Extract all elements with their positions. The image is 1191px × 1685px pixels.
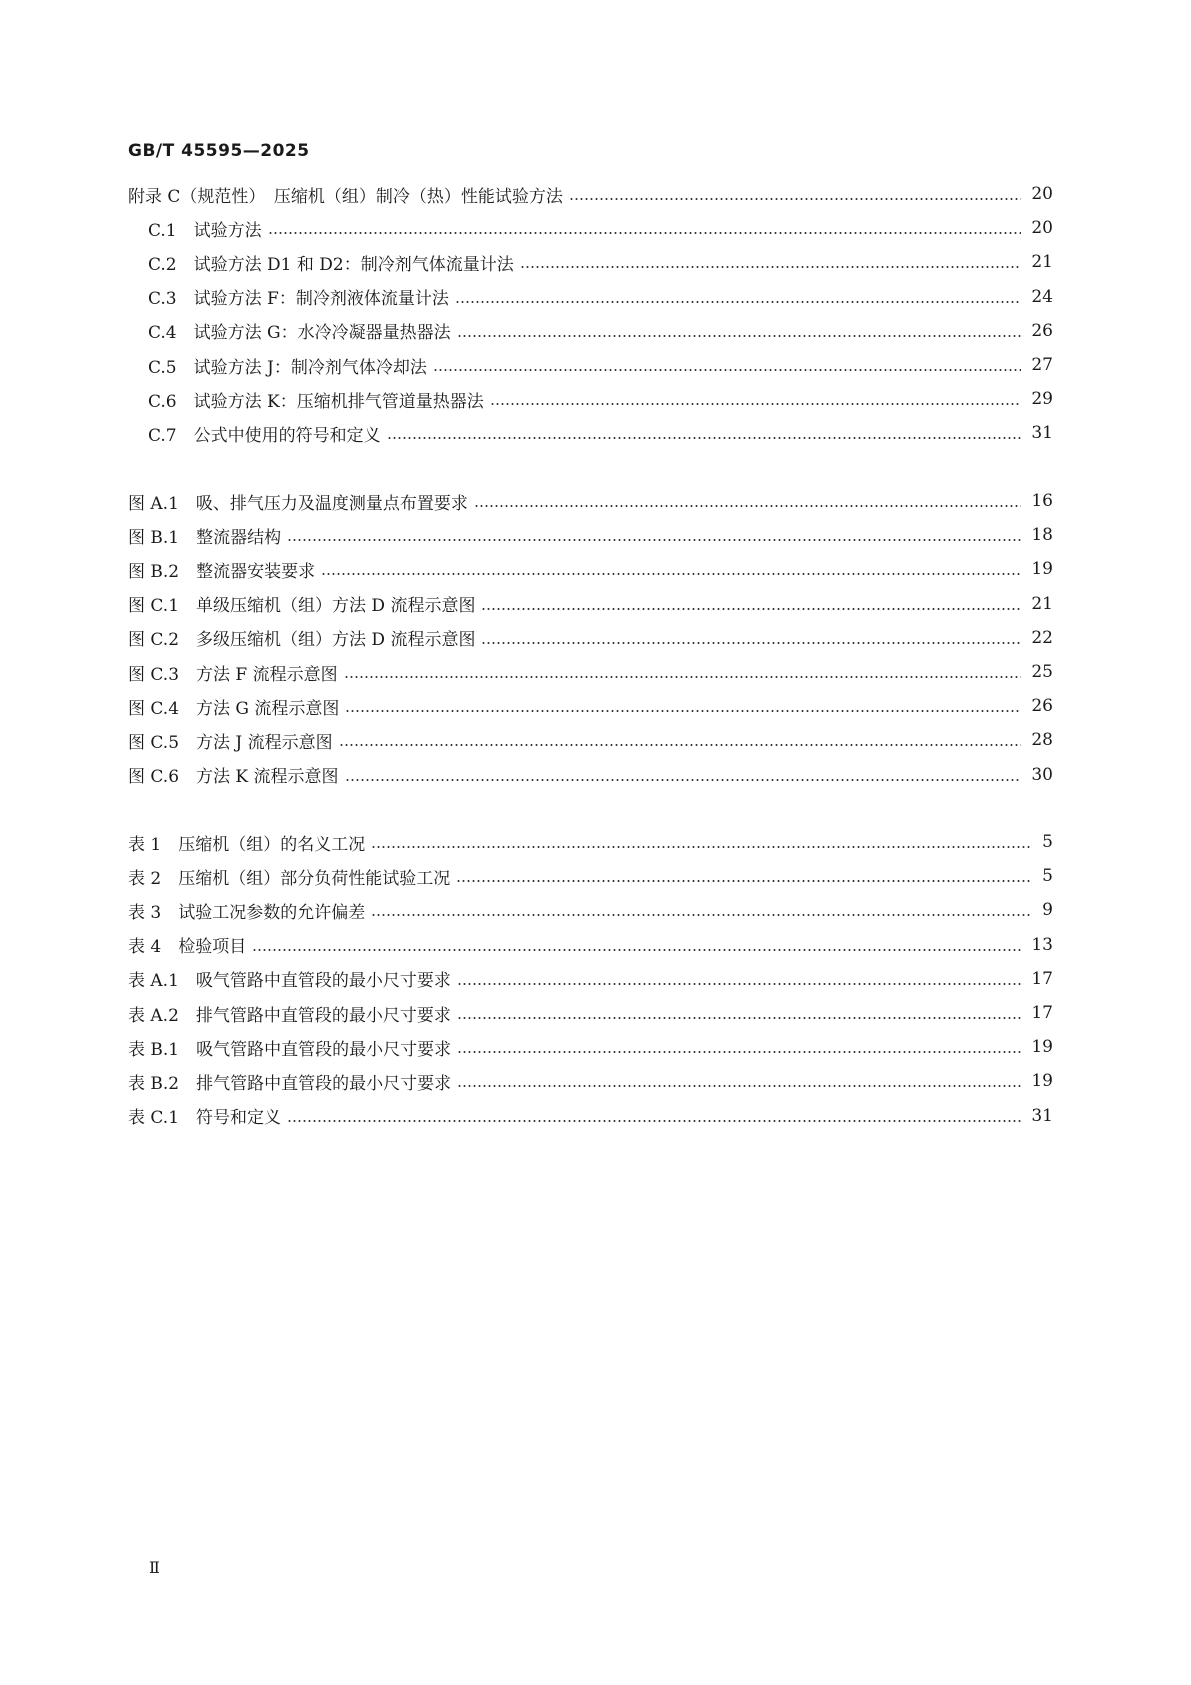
dot-leader <box>371 914 1032 916</box>
dot-leader <box>457 335 1022 337</box>
toc-entry-page: 17 <box>1031 968 1053 989</box>
toc-figure-row[interactable] <box>128 489 1053 513</box>
toc-entry-page: 24 <box>1031 286 1053 307</box>
toc-entry-label: 表 C.1 符号和定义 <box>128 1108 282 1129</box>
toc-entry-page: 20 <box>1031 184 1053 204</box>
toc-entry-page: 5 <box>1042 866 1053 887</box>
toc-figure-row[interactable] <box>128 763 1053 787</box>
toc-entry-page: 28 <box>1031 730 1053 751</box>
toc-entry-page: 20 <box>1031 218 1053 239</box>
dot-leader <box>252 949 1021 951</box>
toc-entry-page: 16 <box>1031 491 1053 511</box>
dot-leader <box>371 846 1032 848</box>
toc-entry-label: 表 A.2 排气管路中直管段的最小尺寸要求 <box>128 1005 451 1026</box>
toc-entry-label: C.4 试验方法 G：水冷冷凝器量热器法 <box>148 323 451 344</box>
toc-figure-row[interactable] <box>128 660 1053 684</box>
standard-number: GB/T 45595—2025 <box>128 141 310 161</box>
dot-leader <box>456 880 1032 882</box>
dot-leader <box>287 539 1021 541</box>
toc-entry-label: 图 C.1 单级压缩机（组）方法 D 流程示意图 <box>128 596 476 617</box>
dot-leader <box>321 573 1021 575</box>
toc-entry-page: 21 <box>1031 252 1053 273</box>
toc-table-row[interactable] <box>128 1035 1053 1059</box>
dot-leader <box>481 608 1021 610</box>
dot-leader <box>457 1017 1021 1019</box>
toc-annex-row[interactable] <box>148 319 1053 343</box>
toc-entry-page: 5 <box>1042 832 1053 852</box>
toc-entry-label: C.3 试验方法 F：制冷剂液体流量计法 <box>148 289 449 310</box>
toc-annex-row[interactable] <box>148 387 1053 411</box>
toc-entry-label: C.5 试验方法 J：制冷剂气体冷却法 <box>148 357 427 378</box>
toc-entry-label: 表 4 检验项目 <box>128 937 247 958</box>
toc-entry-label: C.2 试验方法 D1 和 D2：制冷剂气体流量计法 <box>148 254 514 275</box>
dot-leader <box>457 1051 1021 1053</box>
toc-entry-page: 31 <box>1031 423 1053 444</box>
toc-entry-page: 19 <box>1031 1037 1053 1058</box>
toc-table-row[interactable] <box>128 830 1053 854</box>
toc-table-row[interactable] <box>128 864 1053 888</box>
dot-leader <box>268 232 1022 234</box>
toc-table-row[interactable] <box>128 1001 1053 1025</box>
toc-entry-page: 13 <box>1031 934 1053 955</box>
toc-entry-label: 图 B.2 整流器安装要求 <box>128 561 316 582</box>
toc-table-row[interactable] <box>128 898 1053 922</box>
toc-entry-label: 图 B.1 整流器结构 <box>128 527 282 548</box>
toc-entry-page: 30 <box>1031 764 1053 785</box>
toc-table-row[interactable] <box>128 1104 1053 1128</box>
toc-entry-label: 表 2 压缩机（组）部分负荷性能试验工况 <box>128 868 451 889</box>
toc-entry-label: C.7 公式中使用的符号和定义 <box>148 425 381 446</box>
toc-table-row[interactable] <box>128 967 1053 991</box>
toc-figure-row[interactable] <box>128 592 1053 616</box>
dot-leader <box>481 642 1021 644</box>
toc-entry-page: 27 <box>1031 355 1053 375</box>
dot-leader <box>520 266 1022 268</box>
toc-entry-page: 26 <box>1031 696 1053 717</box>
toc-entry-page: 19 <box>1031 1071 1053 1092</box>
dot-leader <box>569 198 1021 200</box>
toc-entry-label: C.6 试验方法 K：压缩机排气管道量热器法 <box>148 391 484 412</box>
toc-annex-row[interactable] <box>148 285 1053 309</box>
toc-figure-row[interactable] <box>128 728 1053 752</box>
toc-entry-label: 图 C.6 方法 K 流程示意图 <box>128 767 339 788</box>
toc-entry-page: 9 <box>1042 900 1053 921</box>
toc-entry-page: 26 <box>1031 320 1053 341</box>
toc-figure-row[interactable] <box>128 626 1053 650</box>
dot-leader <box>387 437 1022 439</box>
dot-leader <box>457 983 1021 985</box>
dot-leader <box>474 505 1021 507</box>
toc-entry-label: C.1 试验方法 <box>148 220 262 241</box>
toc-annex-row[interactable] <box>128 182 1053 206</box>
toc-figure-row[interactable] <box>128 694 1053 718</box>
toc-entry-label: 图 C.5 方法 J 流程示意图 <box>128 732 333 753</box>
toc-table-row[interactable] <box>128 1069 1053 1093</box>
page-number: Ⅱ <box>149 1558 160 1577</box>
dot-leader <box>433 369 1022 371</box>
dot-leader <box>339 744 1022 746</box>
toc-annex-row[interactable] <box>148 216 1053 240</box>
toc-entry-page: 19 <box>1031 559 1053 580</box>
toc-entry-label: 表 3 试验工况参数的允许偏差 <box>128 902 366 923</box>
dot-leader <box>287 1120 1021 1122</box>
dot-leader <box>490 403 1022 405</box>
toc-entry-page: 21 <box>1031 593 1053 614</box>
toc-annex-row[interactable] <box>148 421 1053 445</box>
toc-entry-label: 表 B.2 排气管路中直管段的最小尺寸要求 <box>128 1073 452 1094</box>
toc-entry-label: 附录 C（规范性） 压缩机（组）制冷（热）性能试验方法 <box>128 186 563 207</box>
toc-annex-row[interactable] <box>148 353 1053 377</box>
toc-entry-label: 图 A.1 吸、排气压力及温度测量点布置要求 <box>128 493 468 514</box>
toc-entry-page: 17 <box>1031 1003 1053 1023</box>
toc-figure-row[interactable] <box>128 557 1053 581</box>
toc-table-row[interactable] <box>128 933 1053 957</box>
toc-annex-row[interactable] <box>148 250 1053 274</box>
toc-figure-row[interactable] <box>128 523 1053 547</box>
toc-entry-page: 22 <box>1031 627 1053 648</box>
toc-entry-label: 表 A.1 吸气管路中直管段的最小尺寸要求 <box>128 971 451 992</box>
dot-leader <box>344 676 1022 678</box>
toc-entry-label: 图 C.2 多级压缩机（组）方法 D 流程示意图 <box>128 630 476 651</box>
toc-entry-page: 29 <box>1031 389 1053 410</box>
dot-leader <box>345 710 1021 712</box>
toc-entry-page: 18 <box>1031 525 1053 546</box>
dot-leader <box>345 779 1022 781</box>
toc-entry-label: 图 C.3 方法 F 流程示意图 <box>128 664 338 685</box>
toc-entry-page: 25 <box>1031 662 1053 682</box>
dot-leader <box>455 301 1022 303</box>
toc-entry-page: 31 <box>1031 1105 1053 1126</box>
toc-entry-label: 图 C.4 方法 G 流程示意图 <box>128 698 340 719</box>
toc-entry-label: 表 1 压缩机（组）的名义工况 <box>128 834 366 855</box>
dot-leader <box>457 1085 1021 1087</box>
toc-entry-label: 表 B.1 吸气管路中直管段的最小尺寸要求 <box>128 1039 452 1060</box>
